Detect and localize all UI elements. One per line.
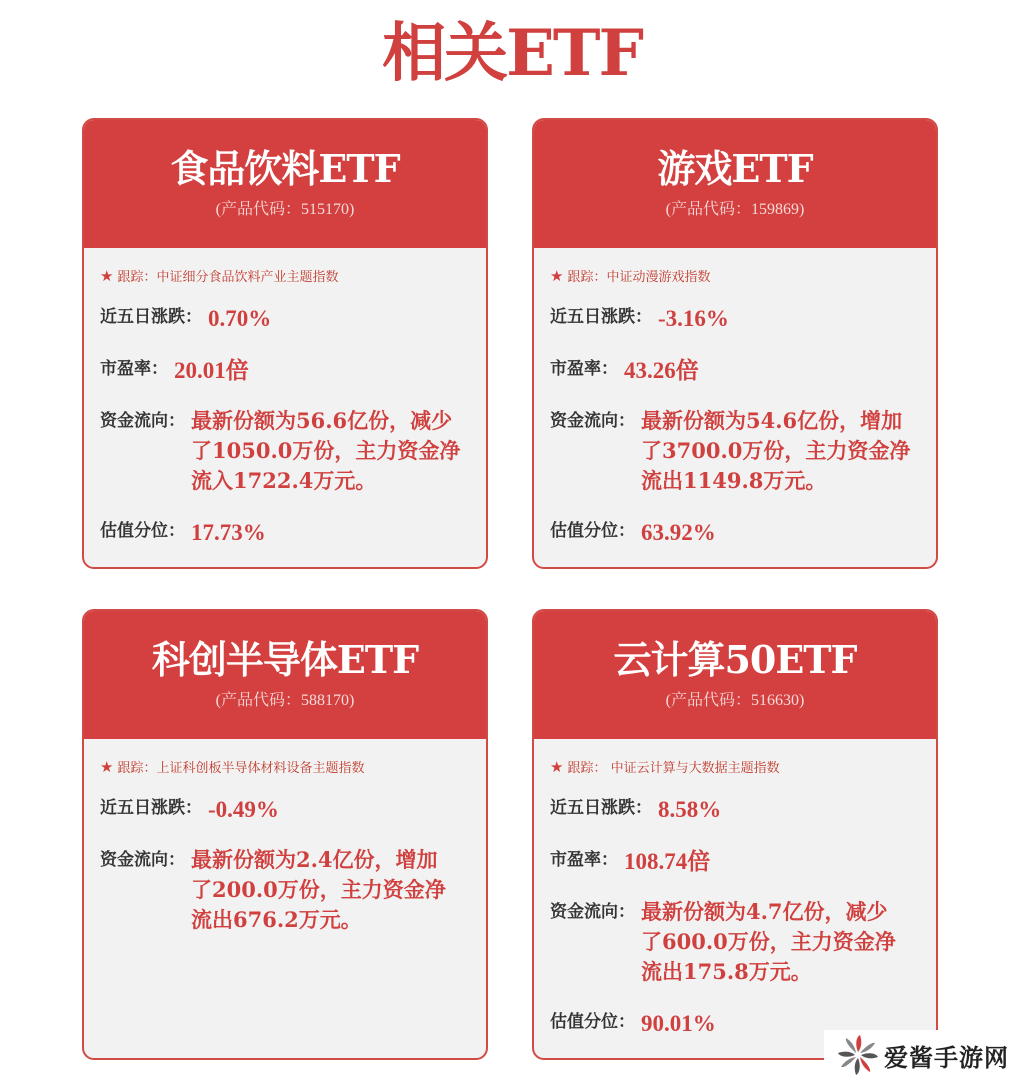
etf-card-food-beverage (82, 118, 488, 569)
card-body (534, 739, 936, 1039)
valuation-percentile-row (100, 518, 470, 548)
tracking-text: 跟踪：上证科创板半导体材料设备主题指数 (117, 761, 365, 776)
fund-flow-line: 了3700.0万份，主力资金净 (641, 438, 911, 463)
fund-flow-value (191, 406, 460, 496)
five-day-change-row (100, 304, 470, 334)
pe-ratio-value: 43.26倍 (624, 358, 699, 383)
tracking-text: 跟踪：中证细分食品饮料产业主题指数 (117, 270, 339, 285)
card-title: 云计算50ETF (613, 637, 857, 682)
tracking-index (550, 266, 920, 288)
fund-flow-line: 了600.0万份，主力资金净 (641, 929, 896, 954)
five-day-change-value: 0.70% (208, 306, 272, 331)
fund-flow-line: 流出676.2万元。 (191, 907, 362, 932)
valuation-percentile-label: 估值分位： (100, 521, 185, 541)
site-watermark (824, 1030, 1024, 1080)
etf-card-cloud-computing (532, 609, 938, 1060)
star-icon: ★ (550, 758, 564, 776)
fund-flow-line: 流出1149.8万元。 (641, 468, 827, 493)
five-day-change-label: 近五日涨跌： (550, 798, 652, 818)
fund-flow-value (191, 845, 446, 935)
etf-card-semiconductor (82, 609, 488, 1060)
card-title: 游戏ETF (657, 146, 813, 191)
five-day-change-label: 近五日涨跌： (100, 798, 202, 818)
tracking-index (550, 757, 920, 779)
fund-flow-line: 最新份额为2.4亿份，增加 (191, 847, 438, 872)
five-day-change-label: 近五日涨跌： (550, 307, 652, 327)
star-icon: ★ (100, 758, 114, 776)
valuation-percentile-value: 17.73% (191, 520, 266, 545)
pe-ratio-row (550, 356, 920, 386)
star-icon: ★ (100, 267, 114, 285)
page-title: 相关ETF (382, 16, 642, 91)
valuation-percentile-row (550, 518, 920, 548)
fund-flow-line: 最新份额为4.7亿份，减少 (641, 899, 888, 924)
pe-ratio-row (100, 356, 470, 386)
five-day-change-row (550, 795, 920, 825)
product-code: (产品代码：516630) (665, 692, 805, 709)
fund-flow-line: 流入1722.4万元。 (191, 468, 377, 493)
valuation-percentile-label: 估值分位： (550, 521, 635, 541)
fund-flow-value (641, 406, 910, 496)
fund-flow-label: 资金流向： (100, 850, 185, 870)
card-header (84, 611, 486, 739)
product-code: (产品代码：159869) (665, 201, 805, 218)
card-title: 科创半导体ETF (151, 637, 419, 682)
fund-flow-row (100, 408, 470, 496)
card-body (84, 739, 486, 935)
five-day-change-value: -0.49% (208, 797, 279, 822)
product-code: (产品代码：588170) (215, 692, 355, 709)
pe-ratio-label: 市盈率： (550, 359, 618, 379)
product-code: (产品代码：515170) (215, 201, 355, 218)
pinwheel-logo-icon (836, 1033, 880, 1077)
pe-ratio-value: 108.74倍 (624, 849, 711, 874)
card-header (534, 120, 936, 248)
fund-flow-line: 了200.0万份，主力资金净 (191, 877, 446, 902)
fund-flow-line: 了1050.0万份，主力资金净 (191, 438, 461, 463)
star-icon: ★ (550, 267, 564, 285)
tracking-text: 跟踪： 中证云计算与大数据主题指数 (567, 761, 780, 776)
tracking-index (100, 757, 470, 779)
fund-flow-label: 资金流向： (100, 411, 185, 431)
card-body (534, 248, 936, 548)
fund-flow-value (641, 897, 896, 987)
pe-ratio-label: 市盈率： (100, 359, 168, 379)
tracking-index (100, 266, 470, 288)
etf-card-gaming (532, 118, 938, 569)
valuation-percentile-value: 63.92% (641, 520, 716, 545)
tracking-text: 跟踪：中证动漫游戏指数 (567, 270, 711, 285)
fund-flow-line: 最新份额为54.6亿份，增加 (641, 408, 903, 433)
card-body (84, 248, 486, 548)
fund-flow-line: 最新份额为56.6亿份，减少 (191, 408, 453, 433)
pe-ratio-value: 20.01倍 (174, 358, 249, 383)
fund-flow-row (100, 847, 470, 935)
card-title: 食品饮料ETF (170, 146, 400, 191)
pe-ratio-row (550, 847, 920, 877)
fund-flow-label: 资金流向： (550, 902, 635, 922)
five-day-change-value: -3.16% (658, 306, 729, 331)
card-header (84, 120, 486, 248)
pe-ratio-label: 市盈率： (550, 850, 618, 870)
five-day-change-row (100, 795, 470, 825)
fund-flow-line: 流出175.8万元。 (641, 959, 812, 984)
watermark-text: 爱酱手游网 (884, 1043, 1009, 1072)
five-day-change-label: 近五日涨跌： (100, 307, 202, 327)
valuation-percentile-label: 估值分位： (550, 1012, 635, 1032)
five-day-change-row (550, 304, 920, 334)
fund-flow-row (550, 408, 920, 496)
five-day-change-value: 8.58% (658, 797, 722, 822)
fund-flow-row (550, 899, 920, 987)
valuation-percentile-value: 90.01% (641, 1011, 716, 1036)
card-header (534, 611, 936, 739)
fund-flow-label: 资金流向： (550, 411, 635, 431)
